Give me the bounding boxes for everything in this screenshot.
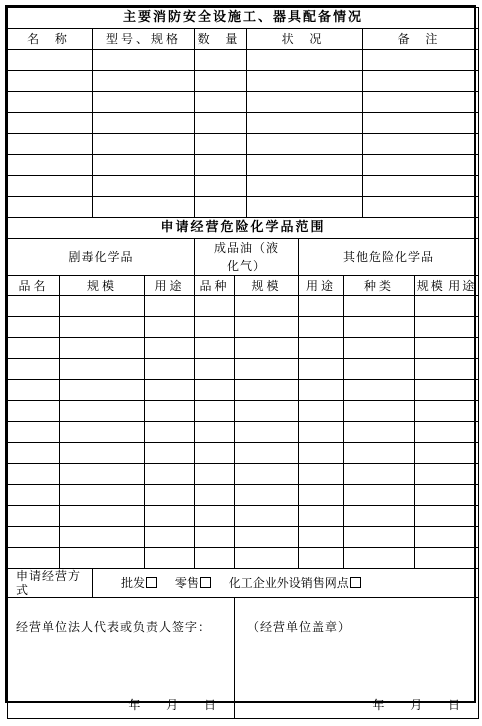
chemicals-row xyxy=(8,506,479,527)
form-table xyxy=(7,7,479,719)
chemicals-row xyxy=(8,359,479,380)
header-quantity: 数 量 xyxy=(195,29,247,50)
application-form xyxy=(5,5,477,712)
facilities-header-row xyxy=(8,29,479,50)
facilities-row xyxy=(8,50,479,71)
chemicals-row xyxy=(8,338,479,359)
facilities-row xyxy=(8,197,479,218)
facilities-row xyxy=(8,71,479,92)
option-retail[interactable]: 零售 xyxy=(175,576,211,590)
company-seal-cell[interactable] xyxy=(235,598,479,719)
facilities-row xyxy=(8,176,479,197)
header-model-spec: 型号、规格 xyxy=(93,29,195,50)
option-outlet[interactable]: 化工企业外设销售网点 xyxy=(229,576,361,590)
subheader-variety: 品种 xyxy=(195,276,235,296)
subheader-scale: 规模 xyxy=(60,276,145,296)
facilities-row xyxy=(8,113,479,134)
chemicals-row xyxy=(8,443,479,464)
chemicals-row xyxy=(8,317,479,338)
subheader-scale: 规模 xyxy=(416,278,445,293)
business-method-options xyxy=(93,569,479,598)
category-other: 其他危险化学品 xyxy=(299,239,479,276)
subheader-type: 种类 xyxy=(344,276,415,296)
facilities-row xyxy=(8,134,479,155)
subheader-scale: 规模 xyxy=(235,276,299,296)
chemicals-row xyxy=(8,296,479,317)
chemicals-row xyxy=(8,527,479,548)
signature-date: 年 月 日 xyxy=(128,698,216,712)
facilities-row xyxy=(8,155,479,176)
outlet-checkbox[interactable] xyxy=(350,577,361,588)
subheader-use: 用途 xyxy=(448,278,477,293)
legal-rep-signature-label: 经营单位法人代表或负责人签字： xyxy=(16,620,212,634)
header-condition: 状 况 xyxy=(247,29,363,50)
option-wholesale[interactable]: 批发 xyxy=(121,576,157,590)
subheader-product-name: 品名 xyxy=(8,276,60,296)
subheader-scale-use xyxy=(415,276,479,296)
subheader-use: 用途 xyxy=(299,276,344,296)
chemicals-row xyxy=(8,422,479,443)
chemicals-row xyxy=(8,485,479,506)
facilities-section-title: 主要消防安全设施工、器具配备情况 xyxy=(8,8,479,29)
chemicals-subheader-row xyxy=(8,276,479,296)
signature-row xyxy=(8,598,479,719)
seal-date: 年 月 日 xyxy=(372,698,461,712)
wholesale-checkbox[interactable] xyxy=(146,577,157,588)
chemicals-section-title: 申请经营危险化学品范围 xyxy=(8,218,479,239)
business-method-row xyxy=(8,569,479,598)
category-toxic: 剧毒化学品 xyxy=(8,239,195,276)
header-remarks: 备 注 xyxy=(363,29,479,50)
chemicals-row xyxy=(8,380,479,401)
chemicals-row xyxy=(8,401,479,422)
header-name: 名 称 xyxy=(8,29,93,50)
legal-rep-signature-cell[interactable] xyxy=(8,598,235,719)
company-seal-label: （经营单位盖章） xyxy=(247,620,352,634)
subheader-use: 用途 xyxy=(145,276,195,296)
chemicals-row xyxy=(8,464,479,485)
chemicals-row xyxy=(8,548,479,569)
facilities-row xyxy=(8,92,479,113)
category-oil: 成品油（液化气） xyxy=(195,239,299,276)
chemicals-category-row xyxy=(8,239,479,276)
retail-checkbox[interactable] xyxy=(200,577,211,588)
business-method-label: 申请经营方式 xyxy=(8,569,93,598)
